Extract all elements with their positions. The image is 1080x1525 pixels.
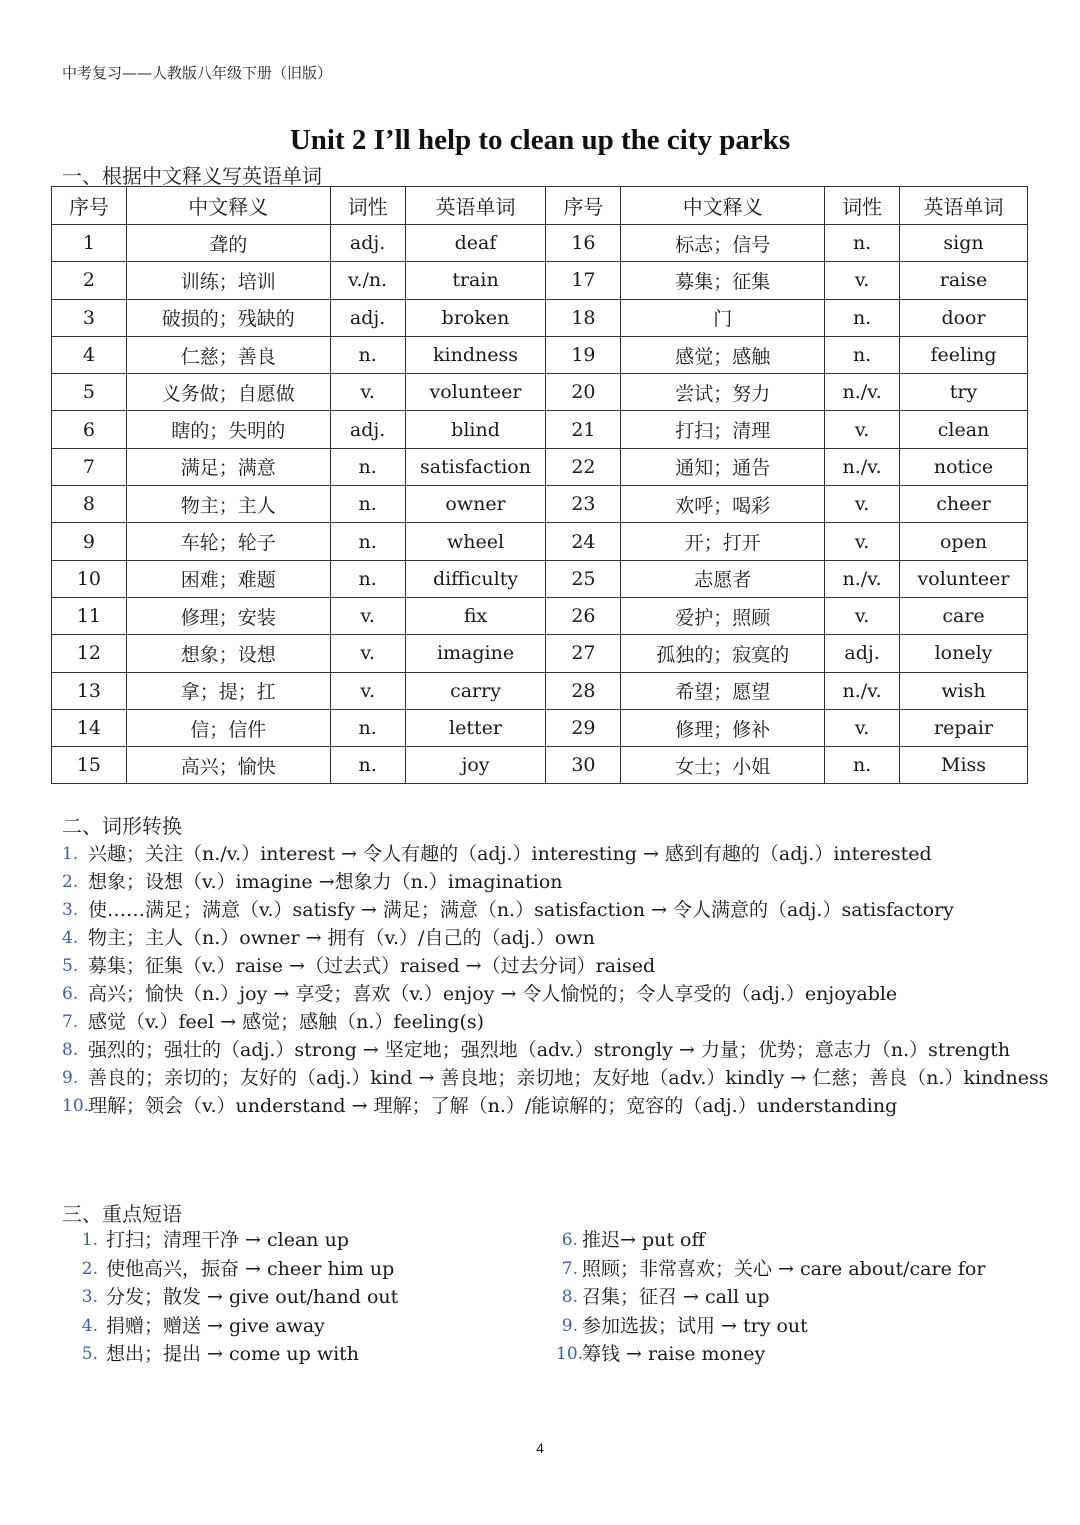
table-cell: adj.: [330, 411, 405, 448]
page-title: Unit 2 I’ll help to clean up the city parks: [289, 124, 791, 156]
phrase-item: [72, 1340, 398, 1369]
table-cell: 1: [52, 225, 127, 262]
table-cell: 困难；难题: [126, 560, 330, 597]
table-cell: n.: [825, 299, 900, 336]
list-item-text: 使……满足；满意（v.）satisfy → 满足；满意（n.）satisfaction → 令人满意的（adj.）satisfactory: [88, 899, 954, 921]
phrase-item: [556, 1312, 985, 1341]
table-cell: feeling: [900, 336, 1028, 373]
table-cell: v.: [825, 486, 900, 523]
section2-heading: 二、词形转换: [62, 814, 182, 838]
table-row: [52, 709, 1028, 746]
table-cell: 11: [52, 597, 127, 634]
table-cell: 信；信件: [126, 709, 330, 746]
table-cell: 通知；通告: [621, 448, 825, 485]
table-cell: 6: [52, 411, 127, 448]
table-cell: kindness: [405, 336, 546, 373]
table-cell: lonely: [900, 635, 1028, 672]
table-row: [52, 225, 1028, 262]
table-cell: 15: [52, 747, 127, 784]
phrase-number: 1.: [81, 1230, 98, 1250]
list-item-text: 物主；主人（n.）owner → 拥有（v.）/自己的（adj.）own: [88, 927, 595, 949]
table-cell: 志愿者: [621, 560, 825, 597]
table-cell: 尝试；努力: [621, 374, 825, 411]
table-cell: 28: [546, 672, 621, 709]
vocab-table: [51, 186, 1028, 784]
list-item-number: 8.: [62, 1040, 79, 1060]
list-item-number: 10.: [62, 1096, 90, 1116]
table-cell: joy: [405, 747, 546, 784]
table-cell: 仁慈；善良: [126, 336, 330, 373]
table-cell: door: [900, 299, 1028, 336]
phrases-left-column: [72, 1226, 398, 1369]
table-row: [52, 597, 1028, 634]
table-cell: 聋的: [126, 225, 330, 262]
list-item: [62, 1036, 1052, 1064]
phrase-text: 使他高兴，振奋 → cheer him up: [106, 1257, 395, 1280]
table-cell: 26: [546, 597, 621, 634]
table-cell: n.: [330, 486, 405, 523]
table-row: [52, 299, 1028, 336]
list-item-text: 想象；设想（v.）imagine →想象力（n.）imagination: [88, 871, 563, 893]
page-number: 4: [536, 1440, 544, 1456]
table-cell: n.: [330, 448, 405, 485]
table-cell: v.: [825, 523, 900, 560]
table-cell: adj.: [330, 299, 405, 336]
table-cell: 标志；信号: [621, 225, 825, 262]
table-cell: notice: [900, 448, 1028, 485]
table-cell: 7: [52, 448, 127, 485]
table-row: [52, 336, 1028, 373]
table-cell: 22: [546, 448, 621, 485]
table-cell: sign: [900, 225, 1028, 262]
phrase-text: 想出；提出 → come up with: [106, 1343, 360, 1365]
phrase-number: 5.: [81, 1344, 98, 1364]
table-cell: n.: [330, 523, 405, 560]
phrases-right-column: [556, 1226, 985, 1369]
phrase-number: 10.: [556, 1344, 584, 1364]
list-item: [62, 952, 1052, 980]
table-cell: 欢呼；喝彩: [621, 486, 825, 523]
table-cell: 24: [546, 523, 621, 560]
table-cell: 打扫；清理: [621, 411, 825, 448]
table-row: [52, 523, 1028, 560]
list-item: [62, 980, 1052, 1008]
column-header: 英语单词: [405, 187, 546, 225]
table-cell: 义务做；自愿做: [126, 374, 330, 411]
phrase-number: 7.: [561, 1258, 578, 1279]
list-item-number: 9.: [62, 1068, 79, 1088]
table-cell: 29: [546, 709, 621, 746]
table-cell: deaf: [405, 225, 546, 262]
phrase-text: 捐赠；赠送 → give away: [106, 1314, 325, 1337]
table-cell: n./v.: [825, 672, 900, 709]
table-cell: 27: [546, 635, 621, 672]
table-cell: v.: [330, 374, 405, 411]
phrase-number: 9.: [561, 1315, 578, 1336]
phrase-text: 推迟→ put off: [582, 1229, 705, 1251]
table-cell: 爱护；照顾: [621, 597, 825, 634]
table-cell: difficulty: [405, 560, 546, 597]
table-cell: letter: [405, 709, 546, 746]
phrase-text: 筹钱 → raise money: [582, 1343, 766, 1365]
table-cell: 10: [52, 560, 127, 597]
list-item-text: 募集；征集（v.）raise →（过去式）raised →（过去分词）raised: [88, 955, 656, 977]
list-item: [62, 868, 1052, 896]
table-cell: v.: [330, 672, 405, 709]
table-cell: 3: [52, 299, 127, 336]
list-item-number: 5.: [62, 956, 79, 976]
table-header-row: [52, 187, 1028, 225]
phrase-number: 4.: [81, 1315, 98, 1336]
table-cell: raise: [900, 262, 1028, 299]
table-row: [52, 411, 1028, 448]
list-item-number: 1.: [62, 844, 79, 864]
table-cell: n./v.: [825, 560, 900, 597]
table-row: [52, 486, 1028, 523]
table-cell: n.: [330, 709, 405, 746]
table-cell: 4: [52, 336, 127, 373]
table-row: [52, 262, 1028, 299]
table-cell: v.: [825, 709, 900, 746]
table-cell: owner: [405, 486, 546, 523]
table-cell: n.: [825, 747, 900, 784]
column-header: 词性: [330, 187, 405, 225]
column-header: 中文释义: [621, 187, 825, 225]
table-cell: 修理；修补: [621, 709, 825, 746]
table-cell: 23: [546, 486, 621, 523]
table-cell: clean: [900, 411, 1028, 448]
phrase-number: 3.: [81, 1287, 98, 1307]
table-cell: volunteer: [405, 374, 546, 411]
table-cell: 破损的；残缺的: [126, 299, 330, 336]
list-item-text: 强烈的；强壮的（adj.）strong → 坚定地；强烈地（adv.）strongly → 力量；优势；意志力（n.）strength: [88, 1039, 1011, 1061]
table-cell: cheer: [900, 486, 1028, 523]
table-cell: 女士；小姐: [621, 747, 825, 784]
column-header: 中文释义: [126, 187, 330, 225]
table-cell: 开；打开: [621, 523, 825, 560]
list-item: [62, 924, 1052, 952]
header-note: 中考复习——人教版八年级下册（旧版）: [62, 64, 333, 82]
list-item-number: 7.: [62, 1012, 79, 1032]
phrase-text: 照顾；非常喜欢；关心 → care about/care for: [582, 1257, 986, 1280]
table-cell: carry: [405, 672, 546, 709]
table-row: [52, 747, 1028, 784]
phrase-number: 2.: [81, 1258, 98, 1279]
table-cell: 19: [546, 336, 621, 373]
table-cell: 希望；愿望: [621, 672, 825, 709]
list-item-text: 理解；领会（v.）understand → 理解；了解（n.）/能谅解的；宽容的（adj.）understanding: [88, 1095, 898, 1117]
phrase-number: 8.: [561, 1287, 578, 1307]
table-cell: 5: [52, 374, 127, 411]
table-cell: 30: [546, 747, 621, 784]
column-header: 序号: [52, 187, 127, 225]
table-cell: wheel: [405, 523, 546, 560]
table-cell: imagine: [405, 635, 546, 672]
table-cell: 17: [546, 262, 621, 299]
table-cell: 修理；安装: [126, 597, 330, 634]
column-header: 词性: [825, 187, 900, 225]
list-item: [62, 1064, 1052, 1092]
table-cell: 20: [546, 374, 621, 411]
list-item: [62, 840, 1052, 868]
list-item-text: 兴趣；关注（n./v.）interest → 令人有趣的（adj.）interesting → 感到有趣的（adj.）interested: [88, 843, 932, 865]
phrase-text: 参加选拔；试用 → try out: [582, 1314, 808, 1337]
list-item: [62, 1092, 1052, 1120]
table-cell: 21: [546, 411, 621, 448]
table-cell: 8: [52, 486, 127, 523]
phrase-number: 6.: [561, 1230, 578, 1250]
table-cell: 高兴；愉快: [126, 747, 330, 784]
column-header: 序号: [546, 187, 621, 225]
table-row: [52, 635, 1028, 672]
table-cell: 想象；设想: [126, 635, 330, 672]
table-cell: train: [405, 262, 546, 299]
column-header: 英语单词: [900, 187, 1028, 225]
table-cell: volunteer: [900, 560, 1028, 597]
table-cell: 18: [546, 299, 621, 336]
table-cell: Miss: [900, 747, 1028, 784]
table-cell: 车轮；轮子: [126, 523, 330, 560]
table-cell: 满足；满意: [126, 448, 330, 485]
table-cell: 2: [52, 262, 127, 299]
table-row: [52, 448, 1028, 485]
table-cell: repair: [900, 709, 1028, 746]
table-cell: blind: [405, 411, 546, 448]
list-item-text: 感觉（v.）feel → 感觉；感触（n.）feeling(s): [88, 1011, 485, 1033]
table-cell: v.: [825, 597, 900, 634]
table-cell: care: [900, 597, 1028, 634]
table-cell: 物主；主人: [126, 486, 330, 523]
section1-heading: 一、根据中文释义写英语单词: [62, 164, 322, 188]
table-cell: 瞎的；失明的: [126, 411, 330, 448]
phrase-text: 召集；征召 → call up: [582, 1286, 770, 1308]
phrase-text: 分发；散发 → give out/hand out: [106, 1286, 399, 1308]
word-forms-list: [62, 840, 1052, 1120]
table-cell: n.: [330, 747, 405, 784]
phrase-item: [72, 1255, 398, 1284]
phrase-item: [556, 1226, 985, 1255]
list-item: [62, 1008, 1052, 1036]
table-cell: n.: [825, 336, 900, 373]
phrase-item: [556, 1283, 985, 1312]
phrase-item: [556, 1340, 985, 1369]
table-cell: 16: [546, 225, 621, 262]
table-cell: n./v.: [825, 374, 900, 411]
table-cell: wish: [900, 672, 1028, 709]
table-cell: satisfaction: [405, 448, 546, 485]
table-cell: 募集；征集: [621, 262, 825, 299]
list-item: [62, 896, 1052, 924]
table-cell: v.: [825, 262, 900, 299]
list-item-number: 4.: [62, 928, 79, 948]
table-cell: broken: [405, 299, 546, 336]
table-cell: v.: [330, 597, 405, 634]
table-row: [52, 560, 1028, 597]
list-item-number: 2.: [62, 872, 79, 892]
table-cell: 13: [52, 672, 127, 709]
table-cell: n./v.: [825, 448, 900, 485]
list-item-text: 高兴；愉快（n.）joy → 享受；喜欢（v.）enjoy → 令人愉悦的；令人享受的（adj.）enjoyable: [88, 983, 898, 1005]
phrase-item: [72, 1312, 398, 1341]
phrase-item: [556, 1255, 985, 1284]
list-item-number: 3.: [62, 900, 79, 920]
table-cell: 25: [546, 560, 621, 597]
table-cell: 12: [52, 635, 127, 672]
table-cell: n.: [825, 225, 900, 262]
table-cell: 孤独的；寂寞的: [621, 635, 825, 672]
table-cell: adj.: [825, 635, 900, 672]
table-cell: n.: [330, 336, 405, 373]
table-cell: fix: [405, 597, 546, 634]
list-item-text: 善良的；亲切的；友好的（adj.）kind → 善良地；亲切地；友好地（adv.）kindly → 仁慈；善良（n.）kindness: [88, 1067, 1049, 1089]
table-cell: n.: [330, 560, 405, 597]
table-cell: 14: [52, 709, 127, 746]
table-cell: try: [900, 374, 1028, 411]
table-cell: 拿；提；扛: [126, 672, 330, 709]
table-cell: 感觉；感触: [621, 336, 825, 373]
table-row: [52, 672, 1028, 709]
table-cell: open: [900, 523, 1028, 560]
table-row: [52, 374, 1028, 411]
table-cell: 训练；培训: [126, 262, 330, 299]
table-cell: v.: [330, 635, 405, 672]
phrase-item: [72, 1283, 398, 1312]
phrase-item: [72, 1226, 398, 1255]
phrase-text: 打扫；清理干净 → clean up: [106, 1229, 349, 1251]
table-cell: adj.: [330, 225, 405, 262]
table-cell: 9: [52, 523, 127, 560]
list-item-number: 6.: [62, 984, 79, 1004]
table-cell: 门: [621, 299, 825, 336]
table-cell: v.: [825, 411, 900, 448]
table-cell: v./n.: [330, 262, 405, 299]
section3-heading: 三、重点短语: [62, 1202, 182, 1226]
